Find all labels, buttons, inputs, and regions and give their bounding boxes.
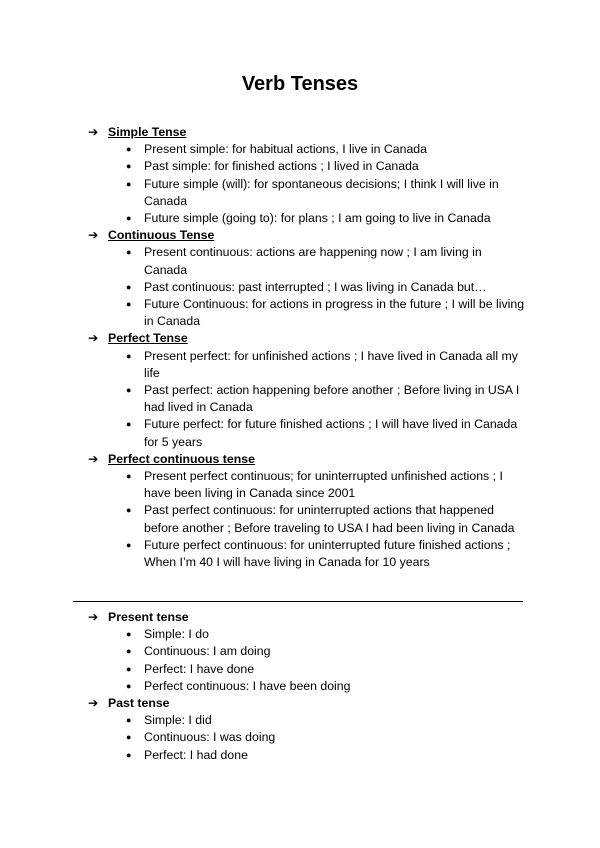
- list-item: ● Future Continuous: for actions in progress in the future ; I will be living in Canada: [126, 297, 525, 329]
- bullet-list: [88, 348, 528, 451]
- bullet-list: [88, 468, 528, 571]
- bullet-icon: ●: [126, 144, 132, 155]
- bullet-icon: ●: [126, 749, 132, 760]
- list-item: ● Past perfect: action happening before another ; Before living in USA I had lived in Canada: [126, 383, 520, 415]
- list-item: ● Future perfect continuous: for uninterrupted future finished actions ; When I’m 40 I will have living in Canada for 10 years: [126, 537, 511, 570]
- bullet-icon: ●: [126, 299, 132, 310]
- section-heading-past: [88, 695, 528, 712]
- list-item: ● Present continuous: actions are happening now ; I am living in Canada: [126, 245, 482, 277]
- arrow-icon: ➔: [88, 451, 99, 466]
- bullet-list: [88, 626, 528, 695]
- arrow-icon: ➔: [88, 610, 99, 624]
- list-item: ● Perfect continuous: I have been doing: [126, 678, 528, 695]
- list-item: ● Continuous: I was doing: [126, 729, 528, 746]
- bullet-list: [88, 712, 528, 764]
- list-item: ● Simple: I do: [126, 626, 528, 643]
- bullet-icon: ●: [126, 505, 132, 516]
- bullet-icon: ●: [126, 385, 132, 396]
- list-item: ● Present perfect: for unfinished actions ; I have lived in Canada all my life: [126, 348, 518, 380]
- section-heading-text: Past tense: [108, 696, 170, 711]
- list-item: ● Continuous: I am doing: [126, 643, 528, 660]
- list-item: ● Present simple: for habitual actions, I live in Canada: [126, 141, 528, 158]
- bullet-icon: ●: [126, 161, 132, 172]
- list-item: ● Simple: I did: [126, 712, 528, 729]
- list-item: ● Past simple: for finished actions ; I lived in Canada: [126, 158, 528, 175]
- bullet-icon: ●: [126, 213, 132, 224]
- list-item: ● Past perfect continuous: for uninterrupted actions that happened before another ; Before traveling to USA I had been living in Canada: [126, 503, 515, 535]
- bullet-icon: ●: [126, 281, 132, 292]
- bullet-list: [88, 141, 528, 227]
- section-heading-text: Simple Tense: [108, 125, 187, 139]
- section-heading-text: Perfect Tense: [108, 331, 188, 346]
- section-heading-text: Perfect continuous tense: [108, 451, 255, 466]
- list-item: ● Perfect: I have done: [126, 661, 528, 678]
- list-item: ● Future simple (will): for spontaneous decisions; I think I will live in Canada: [126, 176, 499, 208]
- bullet-icon: ●: [126, 350, 132, 361]
- bullet-icon: ●: [126, 247, 132, 258]
- section-heading-text: Continuous Tense: [108, 228, 215, 243]
- list-item: ● Perfect: I had done: [126, 747, 528, 764]
- bullet-icon: ●: [126, 732, 132, 743]
- bullet-icon: ●: [126, 471, 132, 482]
- arrow-icon: ➔: [88, 228, 99, 243]
- section-heading-simple: [88, 124, 528, 141]
- arrow-icon: ➔: [88, 125, 99, 139]
- list-item: ● Past continuous: past interrupted ; I was living in Canada but…: [126, 279, 528, 296]
- bullet-icon: ●: [126, 629, 132, 640]
- page-title: Verb Tenses: [241, 73, 359, 95]
- horizontal-divider: [73, 601, 523, 602]
- tense-definitions: [88, 124, 528, 571]
- bullet-icon: ●: [126, 680, 132, 691]
- arrow-icon: ➔: [88, 696, 99, 711]
- bullet-icon: ●: [126, 646, 132, 657]
- bullet-icon: ●: [126, 715, 132, 726]
- bullet-list: [88, 244, 528, 330]
- bullet-icon: ●: [126, 419, 132, 430]
- bullet-icon: ●: [126, 663, 132, 674]
- section-heading-text: Present tense: [108, 610, 189, 624]
- arrow-icon: ➔: [88, 331, 99, 346]
- list-item: ● Future perfect: for future finished actions ; I will have lived in Canada for 5 years: [126, 417, 518, 449]
- section-heading-continuous: [88, 227, 528, 244]
- section-heading-perfect-continuous: [88, 451, 528, 468]
- list-item: ● Present perfect continuous; for uninterrupted unfinished actions ; I have been living in Canada since 2001: [126, 469, 503, 501]
- section-heading-perfect: [88, 330, 528, 347]
- bullet-icon: ●: [126, 539, 132, 550]
- section-heading-present: [88, 609, 528, 626]
- tense-summary: [88, 609, 528, 764]
- bullet-icon: ●: [126, 178, 132, 189]
- list-item: ● Future simple (going to): for plans ; I am going to live in Canada: [126, 210, 528, 227]
